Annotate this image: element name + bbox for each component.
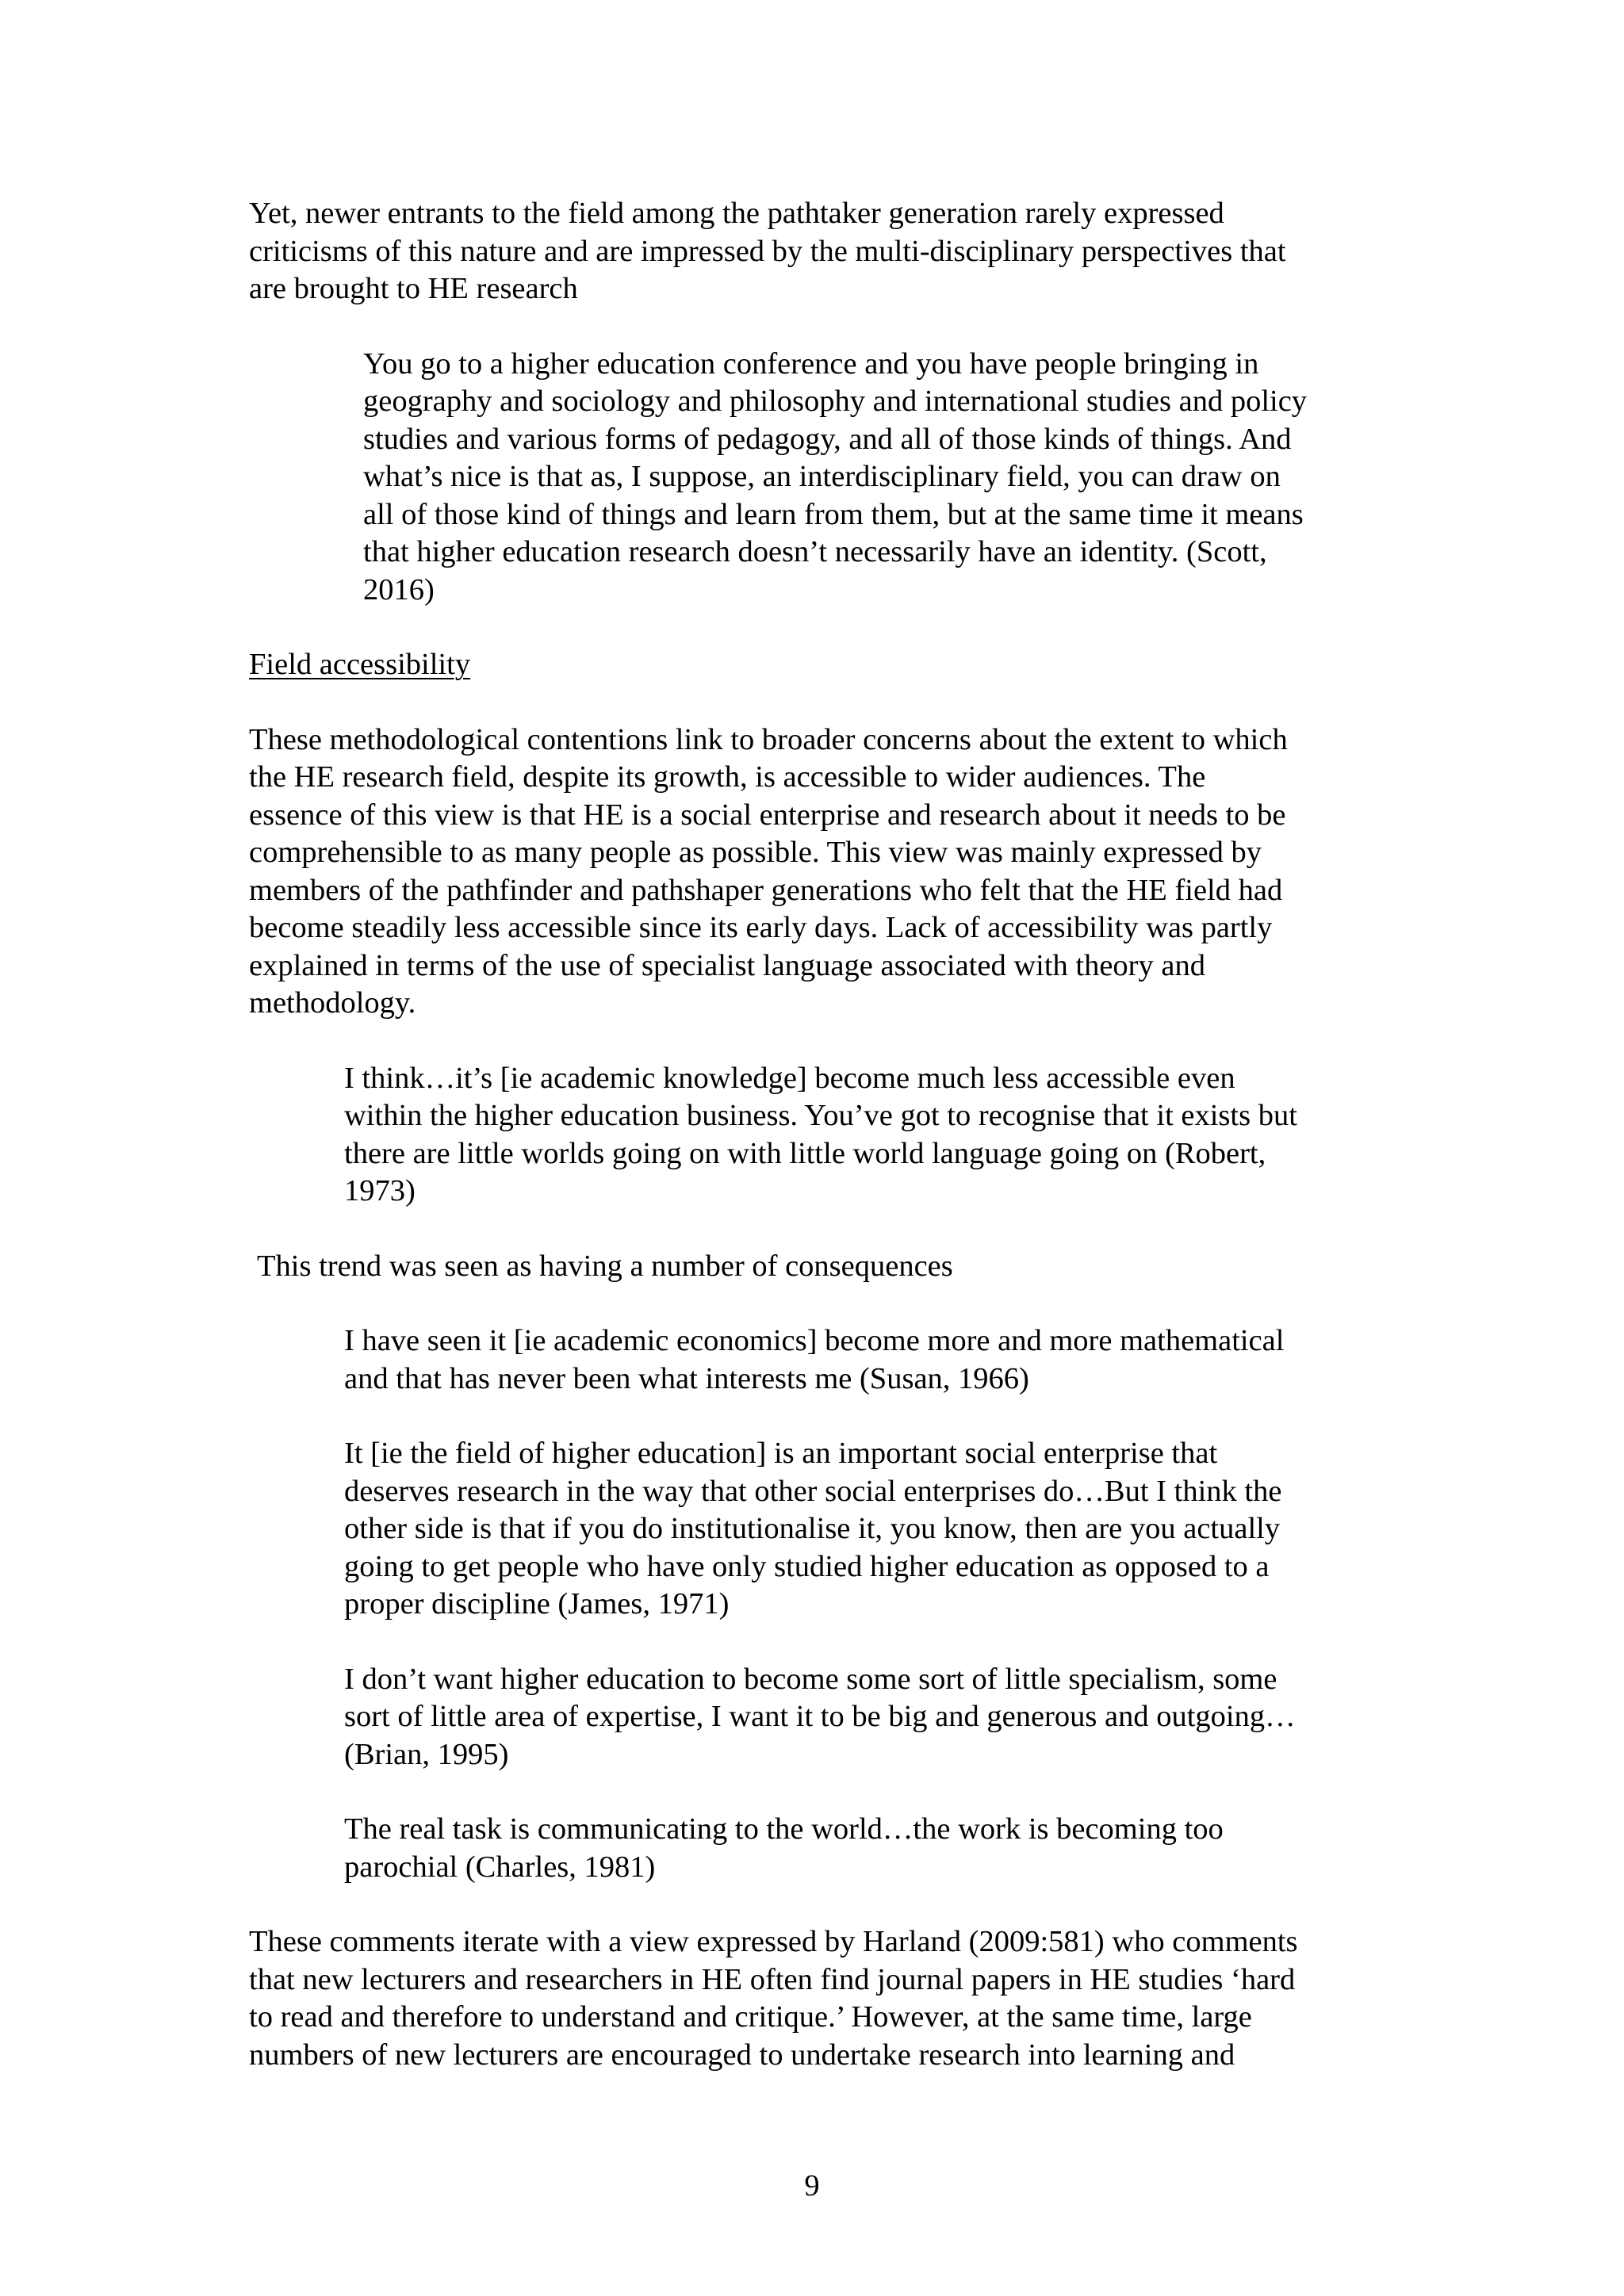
body-paragraph-harland: These comments iterate with a view expressed by Harland (2009:581) who comments that new lecturers and researchers in HE often find journal papers in HE studies ‘hard to read and therefore to understand and critique.’ However, at the same time, large numbers of new lecturers are encouraged to undertake research into learning and: [249, 1925, 1298, 2072]
quote-robert: I think…it’s [ie academic knowledge] become much less accessible even within the higher education business. You’ve got to recognise that it exists but there are little worlds going on with little world language going on (Robert, 1973): [344, 1061, 1297, 1207]
quote-james: It [ie the field of higher education] is an important social enterprise that deserves research in the way that other social enterprises do…But I think the other side is that if you do institutionalise it, you know, then are you actually going to get people who have only studied higher education as opposed to a proper discipline (James, 1971): [344, 1437, 1282, 1621]
quote-brian: I don’t want higher education to become some sort of little specialism, some sort of little area of expertise, I want it to be big and generous and outgoing… (Brian, 1995): [344, 1662, 1296, 1771]
page-body: [249, 195, 1391, 2111]
section-heading-field-accessibility: Field accessibility: [249, 648, 471, 681]
body-paragraph-methodological-contentions: These methodological contentions link to broader concerns about the extent to which the HE research field, despite its growth, is accessible to wider audiences. The essence of this view is that HE is a social enterprise and research about it needs to be comprehensible to as many people as possible. This view was mainly expressed by members of the pathfinder and pathshaper generations who felt that the HE field had become steadily less accessible since its early days. Lack of accessibility was partly explained in terms of the use of specialist language associated with theory and methodology.: [249, 722, 1288, 1020]
body-paragraph-trend: This trend was seen as having a number of consequences: [257, 1249, 953, 1283]
quote-scott: You go to a higher education conference and you have people bringing in geography and sociology and philosophy and international studies and policy studies and various forms of pedagogy, and all of those kinds of things. And what’s nice is that as, I suppose, an interdisciplinary field, you can draw on all of those kind of things and learn from them, but at the same time it means that higher education research doesn’t necessarily have an identity. (Scott, 2016): [363, 346, 1308, 607]
quote-susan: I have seen it [ie academic economics] become more and more mathematical and that has never been what interests me (Susan, 1966): [344, 1324, 1285, 1395]
body-paragraph-pathtaker: Yet, newer entrants to the field among the pathtaker generation rarely expressed criticisms of this nature and are impressed by the multi-disciplinary perspectives that are brought to HE research: [249, 197, 1286, 305]
page-number: 9: [804, 2169, 820, 2202]
quote-charles: The real task is communicating to the world…the work is becoming too parochial (Charles, 1981): [344, 1812, 1224, 1884]
